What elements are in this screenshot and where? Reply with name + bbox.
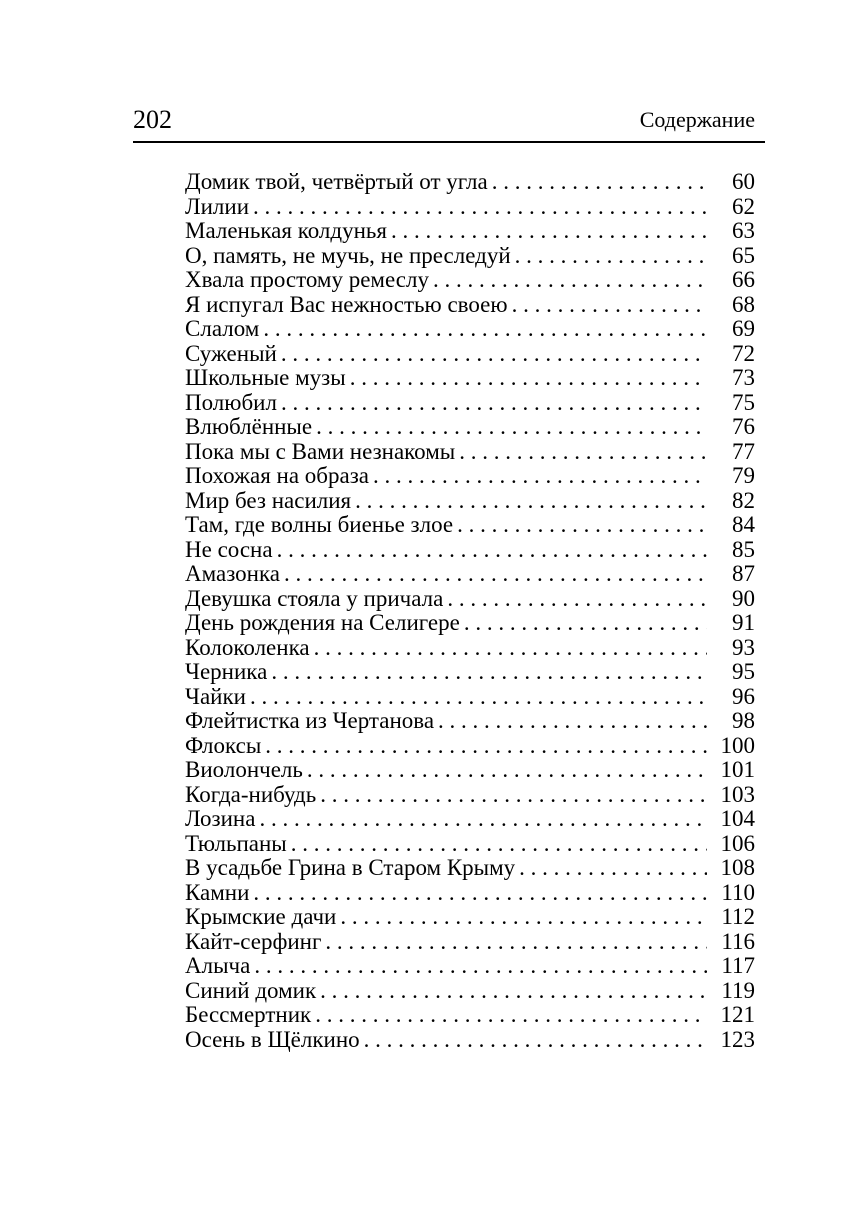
toc-entry-title: Кайт-серфинг (185, 928, 322, 954)
toc-dot-leader (281, 342, 707, 367)
toc-entry-title: Школьные музы (185, 365, 346, 390)
toc-entry (185, 244, 755, 269)
toc-entry-title: Тюльпаны (185, 830, 287, 856)
toc-entry-title: Хвала простому ремеслу (185, 267, 429, 292)
header-divider (133, 141, 765, 143)
toc-entry (185, 734, 755, 759)
toc-entry (185, 293, 755, 318)
toc-dot-leader (459, 440, 707, 465)
toc-entry-page: 103 (720, 781, 755, 807)
toc-entry (185, 660, 755, 685)
toc-entry-page: 65 (732, 242, 755, 268)
toc-entry-page: 87 (732, 561, 755, 586)
toc-entry-title: О, память, не мучь, не преследуй (185, 242, 511, 268)
toc-entry (185, 832, 755, 857)
toc-dot-leader (263, 317, 707, 342)
toc-dot-leader (281, 391, 707, 416)
toc-entry-title: Слалом (185, 316, 260, 341)
toc-entry (185, 807, 755, 832)
toc-entry (185, 268, 755, 293)
toc-entry-page: 96 (732, 683, 755, 709)
toc-entry-page: 79 (732, 463, 755, 488)
toc-entry-title: Домик твой, четвёртый от угла (185, 169, 488, 194)
toc-entry-page: 98 (732, 708, 755, 733)
toc-entry-page: 63 (732, 218, 755, 243)
toc-entry-page: 91 (732, 610, 755, 635)
toc-dot-leader (271, 660, 707, 685)
toc-dot-leader (373, 464, 707, 489)
toc-dot-leader (253, 881, 707, 906)
toc-dot-leader (457, 513, 707, 538)
toc-dot-leader (265, 734, 707, 759)
toc-entry (185, 587, 755, 612)
toc-entry-page: 76 (732, 414, 755, 439)
toc-entry-title: Синий домик (185, 977, 317, 1003)
toc-entry (185, 489, 755, 514)
toc-entry-title: Колоколенка (185, 634, 310, 660)
toc-entry (185, 1003, 755, 1028)
toc-entry-title: Чайки (185, 683, 246, 709)
toc-entry-page: 116 (721, 928, 755, 954)
toc-entry (185, 930, 755, 955)
toc-entry (185, 611, 755, 636)
toc-entry-page: 84 (732, 512, 755, 537)
toc-entry-page: 123 (720, 1026, 755, 1052)
toc-entry (185, 195, 755, 220)
toc-dot-leader (340, 905, 707, 930)
page-header (133, 105, 765, 135)
toc-dot-leader (433, 268, 707, 293)
toc-entry-page: 119 (721, 977, 755, 1003)
toc-entry-title: Похожая на образа (185, 463, 369, 488)
toc-entry-page: 104 (720, 806, 755, 831)
toc-entry (185, 905, 755, 930)
toc-entry (185, 856, 755, 881)
running-title: Содержание (639, 107, 755, 132)
toc-entry-page: 93 (732, 634, 755, 660)
toc-entry-page: 72 (732, 340, 755, 366)
toc-entry-page: 66 (732, 267, 755, 292)
toc-entry-page: 110 (721, 879, 755, 905)
toc-entry-title: Лозина (185, 806, 256, 831)
toc-entry-page: 60 (732, 169, 755, 194)
toc-entry-page: 69 (732, 316, 755, 341)
toc-dot-leader (254, 954, 707, 979)
toc-entry (185, 464, 755, 489)
toc-entry (185, 170, 755, 195)
toc-entry-page: 73 (732, 365, 755, 390)
table-of-contents (185, 170, 755, 1052)
toc-entry-page: 101 (720, 757, 755, 782)
toc-entry (185, 440, 755, 465)
toc-entry-title: Флейтистка из Чертанова (185, 708, 435, 733)
toc-entry-page: 90 (732, 585, 755, 611)
toc-entry-page: 68 (732, 291, 755, 317)
toc-entry-title: Бессмертник (185, 1002, 312, 1027)
toc-entry-page: 95 (732, 659, 755, 684)
toc-dot-leader (355, 489, 707, 514)
toc-entry (185, 954, 755, 979)
toc-entry-title: Виолончель (185, 757, 303, 782)
toc-entry (185, 881, 755, 906)
toc-entry-page: 75 (732, 389, 755, 415)
toc-entry-title: Не сосна (185, 536, 273, 562)
toc-entry-title: Осень в Щёлкино (185, 1026, 360, 1052)
toc-entry-title: Маленькая колдунья (185, 218, 387, 243)
toc-dot-leader (325, 930, 707, 955)
toc-dot-leader (284, 562, 707, 587)
toc-dot-leader (315, 1003, 707, 1028)
toc-dot-leader (519, 856, 707, 881)
toc-entry (185, 685, 755, 710)
toc-entry-page: 77 (732, 438, 755, 464)
toc-entry-page: 62 (732, 193, 755, 219)
toc-entry (185, 415, 755, 440)
toc-entry-title: В усадьбе Грина в Старом Крыму (185, 855, 516, 880)
toc-dot-leader (438, 709, 707, 734)
toc-entry (185, 783, 755, 808)
toc-entry (185, 219, 755, 244)
toc-dot-leader (364, 1028, 707, 1053)
toc-dot-leader (277, 538, 707, 563)
toc-entry-page: 82 (732, 487, 755, 513)
toc-entry (185, 758, 755, 783)
toc-dot-leader (259, 807, 707, 832)
toc-dot-leader (512, 293, 707, 318)
toc-dot-leader (391, 219, 707, 244)
toc-entry-title: Лилии (185, 193, 250, 219)
toc-dot-leader (320, 979, 707, 1004)
toc-entry-page: 100 (720, 732, 755, 758)
toc-entry (185, 391, 755, 416)
toc-entry-title: Камни (185, 879, 250, 905)
toc-entry (185, 538, 755, 563)
toc-entry-title: Суженый (185, 340, 277, 366)
toc-entry (185, 709, 755, 734)
toc-dot-leader (350, 366, 707, 391)
toc-dot-leader (253, 195, 707, 220)
toc-entry-title: Мир без насилия (185, 487, 352, 513)
toc-dot-leader (316, 415, 707, 440)
toc-entry-title: Амазонка (185, 561, 281, 586)
toc-entry (185, 979, 755, 1004)
toc-dot-leader (250, 685, 707, 710)
toc-dot-leader (492, 170, 707, 195)
toc-dot-leader (314, 636, 707, 661)
toc-entry-title: Пока мы с Вами незнакомы (185, 438, 456, 464)
toc-entry-title: Я испугал Вас нежностью своею (185, 291, 508, 317)
toc-entry-page: 117 (721, 953, 755, 978)
toc-entry-title: День рождения на Селигере (185, 610, 460, 635)
toc-entry (185, 366, 755, 391)
toc-entry-page: 112 (721, 904, 755, 929)
toc-entry-page: 106 (720, 830, 755, 856)
toc-entry (185, 513, 755, 538)
toc-entry-title: Алыча (185, 953, 251, 978)
toc-entry-page: 121 (720, 1002, 755, 1027)
toc-entry (185, 342, 755, 367)
toc-dot-leader (320, 783, 707, 808)
toc-entry-page: 108 (720, 855, 755, 880)
page-number: 202 (133, 105, 172, 134)
toc-dot-leader (464, 611, 707, 636)
toc-entry-title: Флоксы (185, 732, 262, 758)
toc-dot-leader (447, 587, 707, 612)
toc-entry-title: Крымские дачи (185, 904, 337, 929)
toc-dot-leader (307, 758, 707, 783)
toc-entry-title: Там, где волны биенье злое (185, 512, 454, 537)
toc-entry-title: Девушка стояла у причала (185, 585, 444, 611)
toc-entry-title: Влюблённые (185, 414, 313, 439)
toc-dot-leader (515, 244, 707, 269)
toc-entry (185, 636, 755, 661)
toc-entry (185, 562, 755, 587)
toc-entry (185, 317, 755, 342)
toc-entry (185, 1028, 755, 1053)
toc-entry-title: Когда-нибудь (185, 781, 317, 807)
toc-dot-leader (291, 832, 707, 857)
toc-entry-title: Черника (185, 659, 268, 684)
toc-entry-page: 85 (732, 536, 755, 562)
toc-entry-title: Полюбил (185, 389, 277, 415)
